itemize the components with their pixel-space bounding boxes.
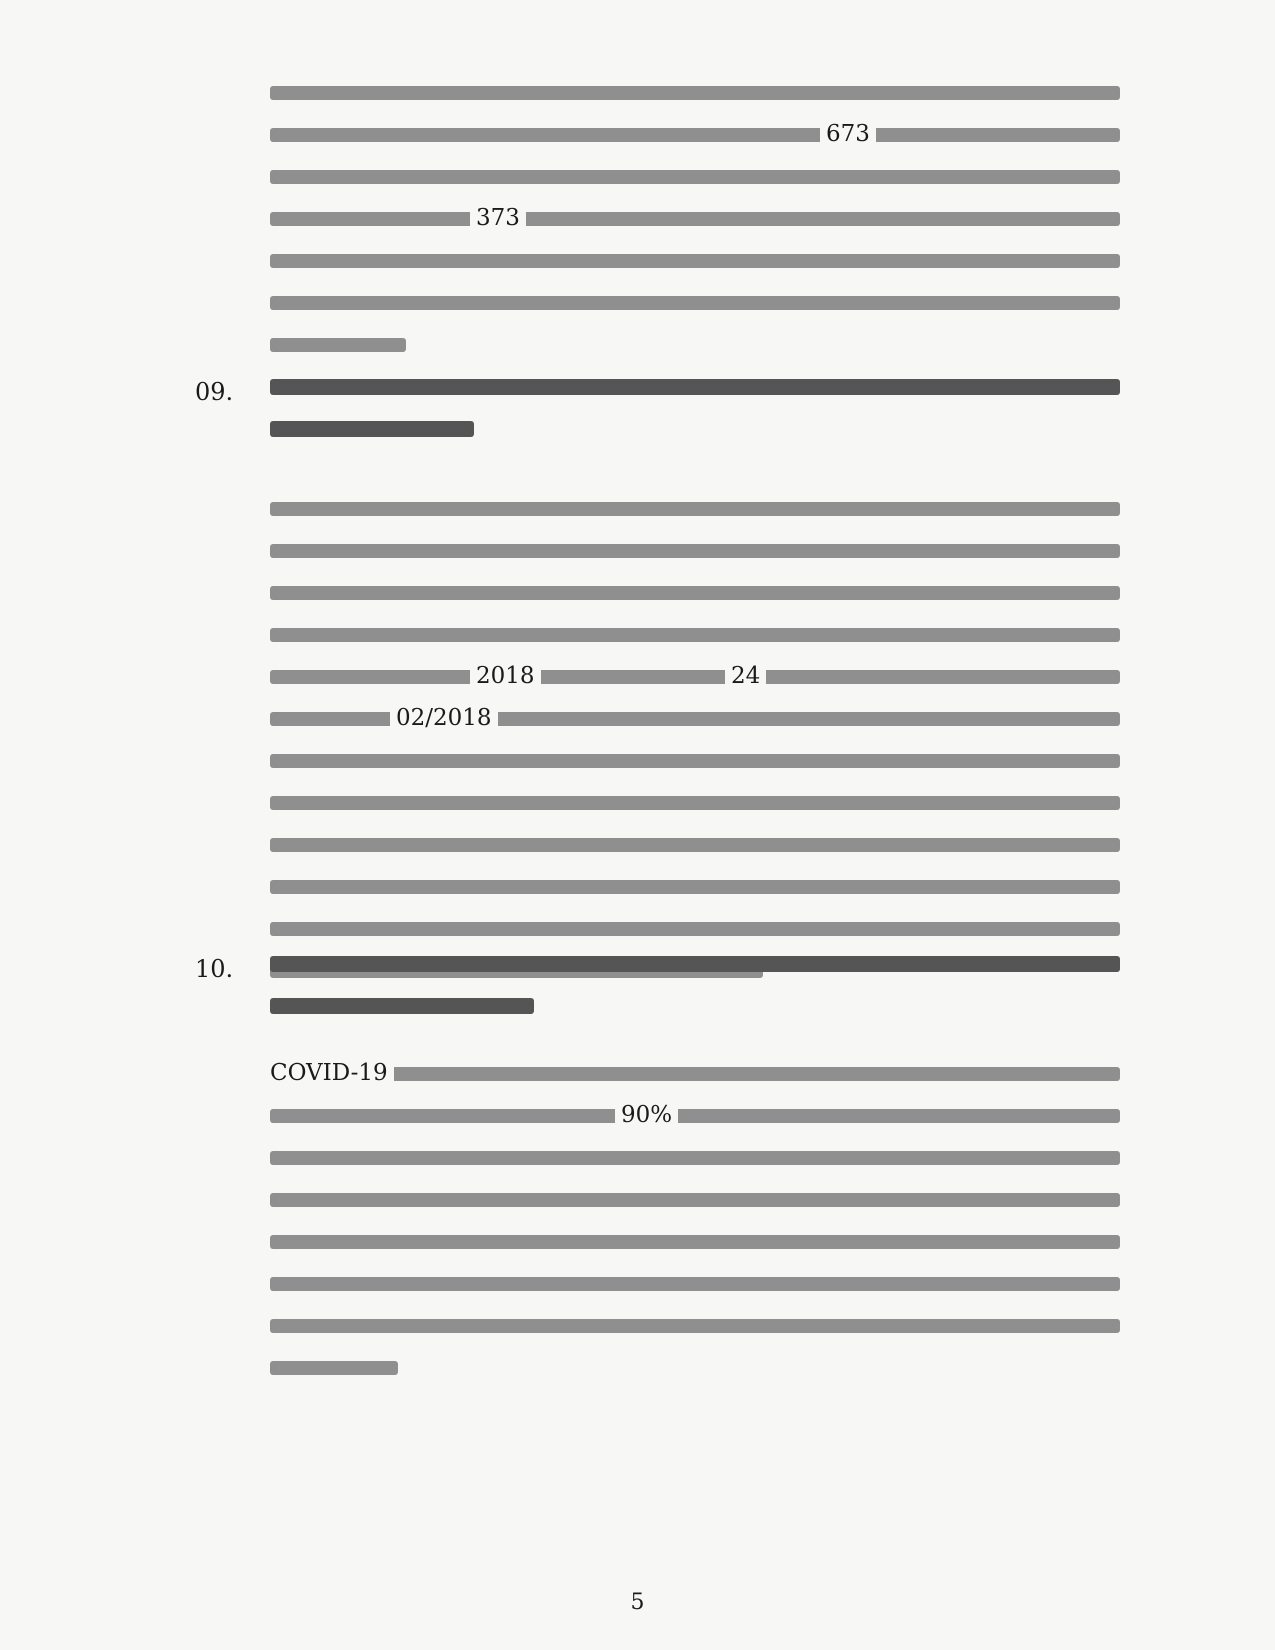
heading-line: [270, 953, 1120, 976]
text-line: [270, 540, 1120, 563]
section-heading-10: [270, 953, 1120, 1037]
text-line: [270, 705, 1120, 731]
text-line: [270, 1315, 1120, 1338]
figure-day: 24: [725, 665, 766, 688]
text-line: [270, 582, 1120, 605]
text-line: [270, 205, 1120, 231]
section-heading-09: [270, 376, 1120, 460]
heading-line: [270, 418, 1120, 441]
text-line: [270, 1060, 1120, 1086]
text-line: [270, 750, 1120, 773]
section-body-09: [270, 498, 1120, 1002]
text-line: [270, 792, 1120, 815]
text-line: [270, 1357, 1120, 1380]
figure-covid: COVID-19: [264, 1062, 394, 1085]
text-line: [270, 663, 1120, 689]
text-line: [270, 1102, 1120, 1128]
heading-line: [270, 376, 1120, 399]
continuation-paragraph: [270, 82, 1120, 376]
figure-schools-new: 673: [820, 123, 876, 146]
figure-year: 2018: [470, 665, 541, 688]
section-body-10: [270, 1060, 1120, 1399]
text-line: [270, 292, 1120, 315]
figure-percent: 90%: [615, 1104, 678, 1127]
text-line: [270, 876, 1120, 899]
page-number: 5: [630, 1590, 645, 1615]
section-number-09: 09.: [195, 378, 234, 406]
text-line: [270, 166, 1120, 189]
text-line: [270, 250, 1120, 273]
text-line: [270, 834, 1120, 857]
figure-circular: 02/2018: [390, 707, 498, 730]
heading-line: [270, 995, 1120, 1018]
text-line: [270, 624, 1120, 647]
section-number-10: 10.: [195, 955, 234, 983]
text-line: [270, 498, 1120, 521]
text-line: [270, 1189, 1120, 1212]
text-line: [270, 1147, 1120, 1170]
text-line: [270, 334, 1120, 357]
text-line: [270, 1231, 1120, 1254]
text-line: [270, 82, 1120, 105]
text-line: [270, 918, 1120, 941]
text-line: [270, 1273, 1120, 1296]
text-line: [270, 121, 1120, 147]
figure-schools-existing: 373: [470, 207, 526, 230]
